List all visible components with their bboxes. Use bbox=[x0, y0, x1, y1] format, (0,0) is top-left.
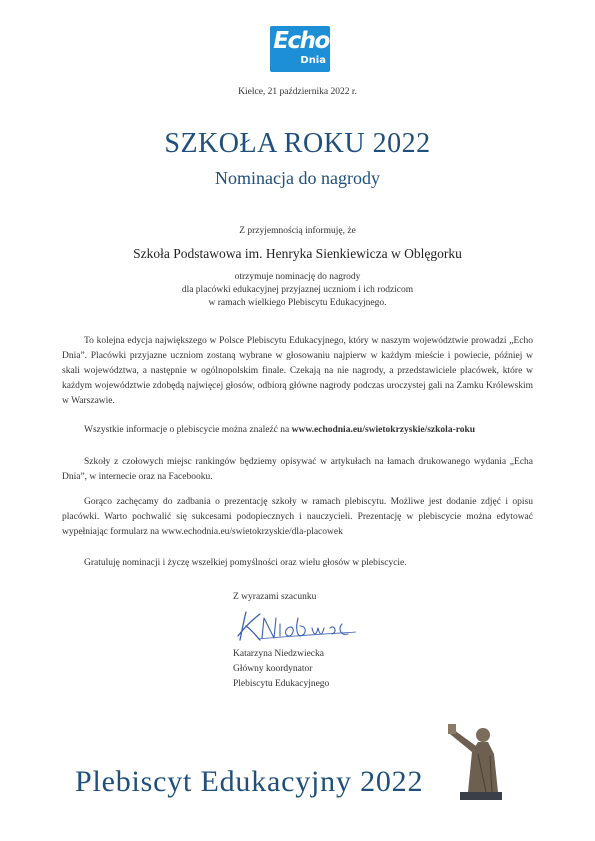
paragraph-congratulations: Gratuluję nominacji i życzę wszelkiej pomyślności oraz wielu głosów w plebiscycie. bbox=[84, 558, 407, 568]
paragraph-info bbox=[62, 423, 533, 438]
logo-echo-text: Echo bbox=[273, 28, 329, 54]
info-link[interactable]: www.echodnia.eu/swietokrzyskie/szkola-roku bbox=[291, 425, 476, 435]
paragraph-encouragement: Gorąco zachęcamy do zadbania o prezentację szkoły w ramach plebiscytu. Możliwe jest dodanie zdjęć i opisu placówki. Warto pochwalić się sukcesami podopiecznych i nauczycieli. Prezentację w plebiscycie można edytować wypełniając formularz na www.echodnia.eu/swietokrzyskie/dla-placowek bbox=[62, 497, 533, 537]
paragraph-rankings: Szkoły z czołowych miejsc rankingów będziemy opisywać w artykułach na łamach drukowanego wydania „Echa Dnia”, w internecie oraz na Facebooku. bbox=[62, 457, 533, 482]
school-name: Szkoła Podstawowa im. Henryka Sienkiewicza w Oblęgorku bbox=[133, 246, 462, 261]
echo-dnia-logo bbox=[270, 26, 330, 72]
nomination-line: w ramach wielkiego Plebiscytu Edukacyjnego. bbox=[208, 298, 387, 308]
nomination-line: dla placówki edukacyjnej przyjaznej uczniom i ich rodzicom bbox=[181, 285, 414, 295]
statue-trophy-image bbox=[428, 712, 528, 802]
logo-dnia-text: Dnia bbox=[300, 55, 326, 66]
paragraph-edition: To kolejna edycja największego w Polsce Plebiscytu Edukacyjnego, który w naszym województwie prowadzi „Echo Dnia”. Placówki przyjazne uczniom zostaną wybrane w głosowaniu najpierw w każdym mieście i powiecie, później w skali województwa, a następnie w ogólnopolskim finale. Czekają na nie nagrody, a przedstawiciele placówek, które w każdym województwie zdobędą najwięcej głosów, odbiorą główne nagrody podczas uroczystej gali na Zamku Królewskim w Warszawie. bbox=[62, 336, 533, 406]
signer-role: Główny koordynator bbox=[233, 664, 313, 674]
closing-line: Z wyrazami szacunku bbox=[233, 592, 317, 602]
letter-date: Kielce, 21 października 2022 r. bbox=[238, 87, 357, 97]
page-subtitle: Nominacja do nagrody bbox=[215, 168, 380, 188]
signer-name: Katarzyna Niedzwiecka bbox=[233, 649, 324, 659]
intro-line: Z przyjemnością informuję, że bbox=[239, 226, 356, 236]
handwritten-signature bbox=[230, 606, 360, 646]
nomination-block bbox=[0, 271, 595, 310]
signer-organization: Plebiscytu Edukacyjnego bbox=[233, 679, 330, 689]
footer-title: Plebiscyt Edukacyjny 2022 bbox=[75, 765, 424, 798]
page-title: SZKOŁA ROKU 2022 bbox=[164, 128, 431, 159]
nomination-line: otrzymuje nominację do nagrody bbox=[234, 272, 361, 282]
signer-block bbox=[233, 647, 329, 692]
info-text: Wszystkie informacje o plebiscycie można znaleźć na bbox=[84, 425, 292, 435]
